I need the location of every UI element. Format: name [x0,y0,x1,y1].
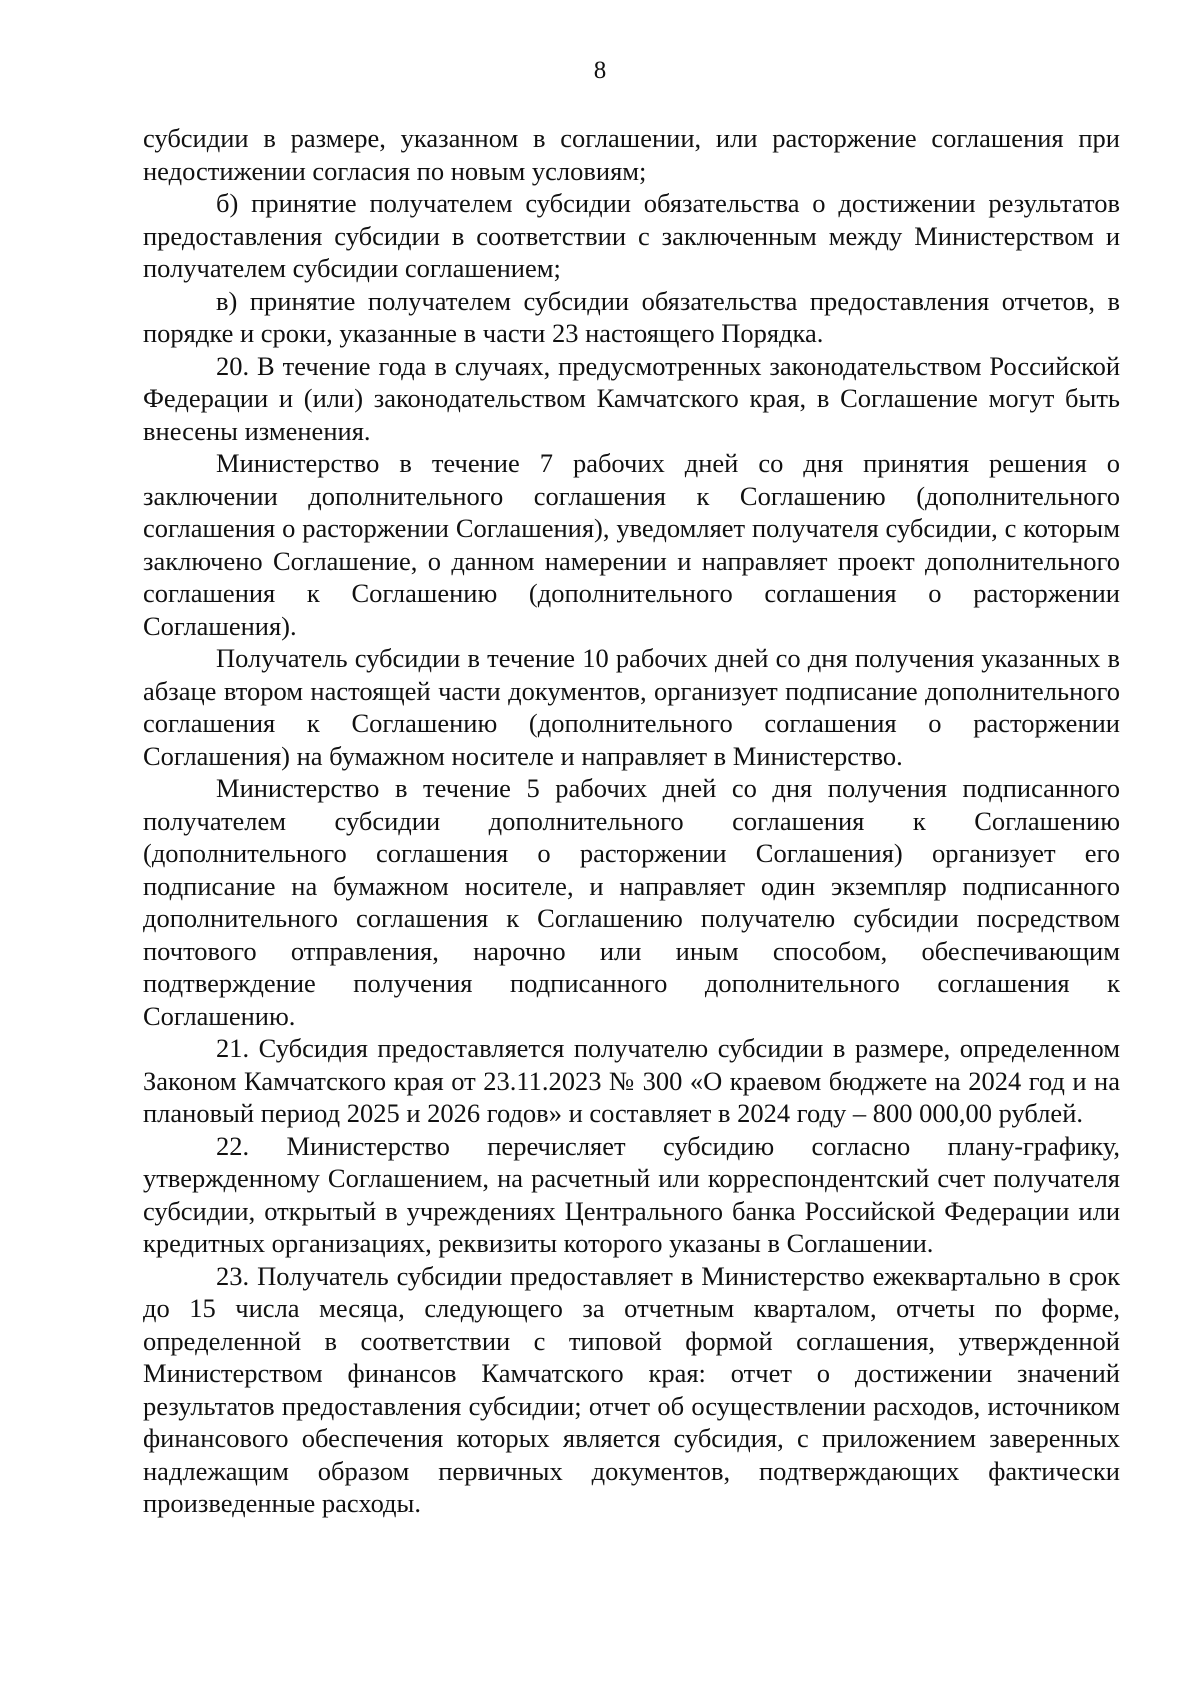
paragraph-continuation: субсидии в размере, указанном в соглашении, или расторжение соглашения при недостижении согласия по новым условиям; [143,123,1120,186]
paragraph-20: 20. В течение года в случаях, предусмотренных законодательством Российской Федерации и (или) законодательством Камчатского края, в Соглашение могут быть внесены изменения. [143,350,1120,446]
page-number: 8 [593,57,607,84]
document-body [143,122,1120,1520]
paragraph-20-ministry-signing: Министерство в течение 5 рабочих дней со дня получения подписанного получателем субсидии дополнительного соглашения к Соглашению (дополнительного соглашения о расторжении Соглашения) организует его подписание на бумажном носителе, и направляет один экземпляр подписанного дополнительного соглашения к Соглашению получателю субсидии посредством почтового отправления, нарочно или иным способом, обеспечивающим подтверждение получения подписанного дополнительного соглашения к Соглашению. [143,773,1120,1031]
paragraph-20-recipient-signing: Получатель субсидии в течение 10 рабочих дней со дня получения указанных в абзаце втором настоящей части документов, организует подписание дополнительного соглашения к Соглашению (дополнительного соглашения о расторжении Соглашения) на бумажном носителе и направляет в Министерство. [143,643,1120,771]
paragraph-21: 21. Субсидия предоставляется получателю субсидии в размере, определенном Законом Камчатского края от 23.11.2023 № 300 «О краевом бюджете на 2024 год и на плановый период 2025 и 2026 годов» и составляет в 2024 году – 800 000,00 рублей. [143,1033,1120,1128]
paragraph-item-v: в) принятие получателем субсидии обязательства предоставления отчетов, в порядке и сроки, указанные в части 23 настоящего Порядка. [143,285,1120,348]
paragraph-item-b: б) принятие получателем субсидии обязательства о достижении результатов предоставления субсидии в соответствии с заключенным между Министерством и получателем субсидии соглашением; [143,188,1120,283]
paragraph-20-notice: Министерство в течение 7 рабочих дней со дня принятия решения о заключении дополнительного соглашения к Соглашению (дополнительного соглашения о расторжении Соглашения), уведомляет получателя субсидии, с которым заключено Соглашение, о данном намерении и направляет проект дополнительного соглашения к Соглашению (дополнительного соглашения о расторжении Соглашения). [143,448,1120,641]
paragraph-22: 22. Министерство перечисляет субсидию согласно плану-графику, утвержденному Соглашением, на расчетный или корреспондентский счет получателя субсидии, открытый в учреждениях Центрального банка Российской Федерации или кредитных организациях, реквизиты которого указаны в Соглашении. [143,1130,1120,1258]
paragraph-23: 23. Получатель субсидии предоставляет в Министерство ежеквартально в срок до 15 числа месяца, следующего за отчетным кварталом, отчеты по форме, определенной в соответствии с типовой формой соглашения, утвержденной Министерством финансов Камчатского края: отчет о достижении значений результатов предоставления субсидии; отчет об осуществлении расходов, источником финансового обеспечения которых является субсидия, с приложением заверенных надлежащим образом первичных документов, подтверждающих фактически произведенные расходы. [143,1260,1120,1518]
